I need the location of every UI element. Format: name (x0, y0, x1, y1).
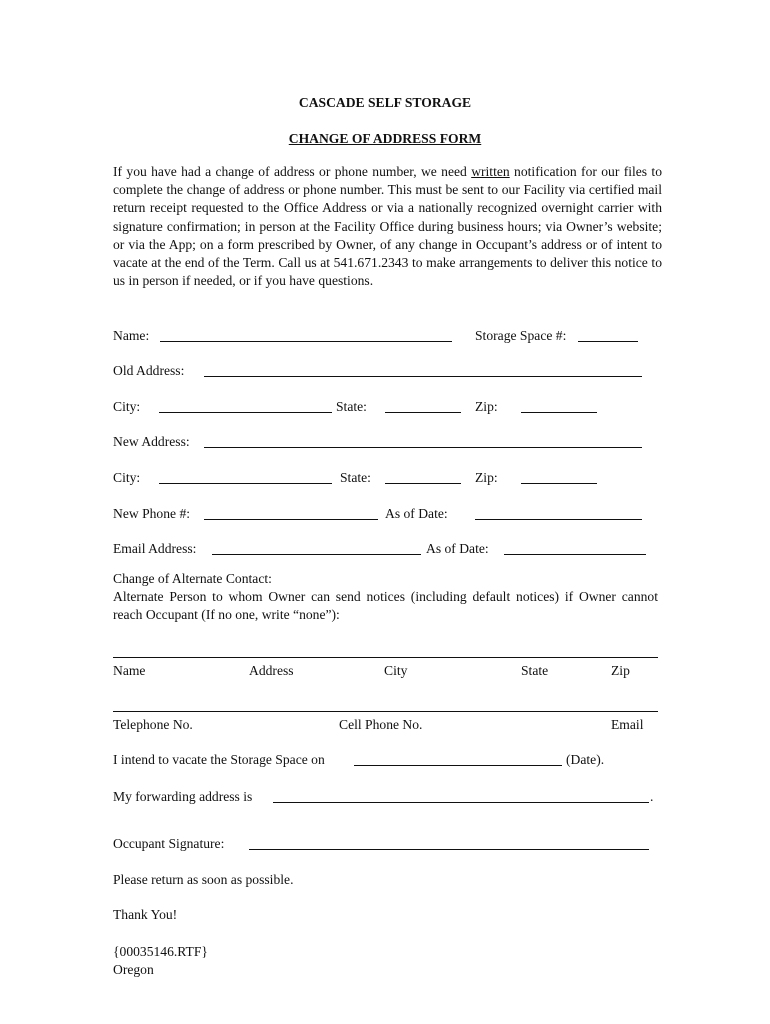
new-city-label: City: (113, 470, 141, 485)
old-zip-field[interactable] (521, 412, 597, 413)
email-address-label: Email Address: (113, 541, 197, 556)
vacate-date-field[interactable] (354, 765, 562, 766)
name-field[interactable] (160, 341, 452, 342)
occupant-signature-label: Occupant Signature: (113, 836, 225, 851)
old-zip-label: Zip: (475, 399, 498, 414)
document-state: Oregon (113, 962, 154, 977)
storage-space-label: Storage Space #: (475, 328, 567, 343)
alternate-contact-line-2[interactable] (113, 711, 658, 712)
new-state-label: State: (340, 470, 371, 485)
phone-as-of-date-label: As of Date: (385, 506, 448, 521)
new-phone-field[interactable] (204, 519, 378, 520)
new-state-field[interactable] (385, 483, 461, 484)
occupant-signature-field[interactable] (249, 849, 649, 850)
intro-paragraph (113, 163, 662, 290)
forwarding-address-label: My forwarding address is (113, 789, 253, 804)
new-phone-label: New Phone #: (113, 506, 191, 521)
email-as-of-date-field[interactable] (504, 554, 646, 555)
old-address-label: Old Address: (113, 363, 185, 378)
company-name: CASCADE SELF STORAGE (298, 95, 472, 110)
alt-state-label: State (521, 663, 549, 678)
old-city-field[interactable] (159, 412, 332, 413)
old-state-label: State: (336, 399, 367, 414)
alt-cell-phone-label: Cell Phone No. (339, 717, 423, 732)
form-title: CHANGE OF ADDRESS FORM (288, 131, 482, 146)
alternate-contact-heading: Change of Alternate Contact: (113, 571, 272, 586)
alt-city-label: City (384, 663, 408, 678)
new-zip-label: Zip: (475, 470, 498, 485)
name-label: Name: (113, 328, 150, 343)
old-city-label: City: (113, 399, 141, 414)
alt-telephone-label: Telephone No. (113, 717, 193, 732)
storage-space-field[interactable] (578, 341, 638, 342)
forwarding-address-period: . (650, 789, 654, 804)
vacate-intent-label: I intend to vacate the Storage Space on (113, 752, 325, 767)
old-address-field[interactable] (204, 376, 642, 377)
alt-address-label: Address (249, 663, 294, 678)
alt-name-label: Name (113, 663, 146, 678)
intro-text-rest: notification for our files to complete the change of address or phone number. This must be sent to our Facility via certified mail return receipt requested to the Office Address or via a nationally recognized overnight carrier with signature confirmation; in person at the Facility Office during business hours; via Owner’s website; or via the App; on a form prescribed by Owner, of any change in Occupant’s address or of intent to vacate at the end of the Term. Call us at 541.671.2343 to make arrangements to deliver this notice to us in person if needed, or if you have questions. (113, 164, 663, 289)
alt-email-label: Email (611, 717, 644, 732)
phone-as-of-date-field[interactable] (475, 519, 642, 520)
email-address-field[interactable] (212, 554, 421, 555)
intro-text-start: If you have had a change of address or phone number, we need (113, 164, 472, 179)
thank-you: Thank You! (113, 907, 178, 922)
vacate-date-suffix: (Date). (566, 752, 605, 767)
intro-written-emphasis: written (471, 164, 510, 179)
alternate-contact-line-1[interactable] (113, 657, 658, 658)
alternate-contact-description: Alternate Person to whom Owner can send notices (including default notices) if Owner cannot reach Occupant (If no one, write “none”): (113, 589, 658, 623)
document-id: {00035146.RTF} (113, 944, 208, 959)
new-zip-field[interactable] (521, 483, 597, 484)
return-note: Please return as soon as possible. (113, 872, 294, 887)
email-as-of-date-label: As of Date: (426, 541, 489, 556)
new-address-label: New Address: (113, 434, 190, 449)
new-address-field[interactable] (204, 447, 642, 448)
old-state-field[interactable] (385, 412, 461, 413)
alt-zip-label: Zip (611, 663, 630, 678)
new-city-field[interactable] (159, 483, 332, 484)
forwarding-address-field[interactable] (273, 802, 649, 803)
